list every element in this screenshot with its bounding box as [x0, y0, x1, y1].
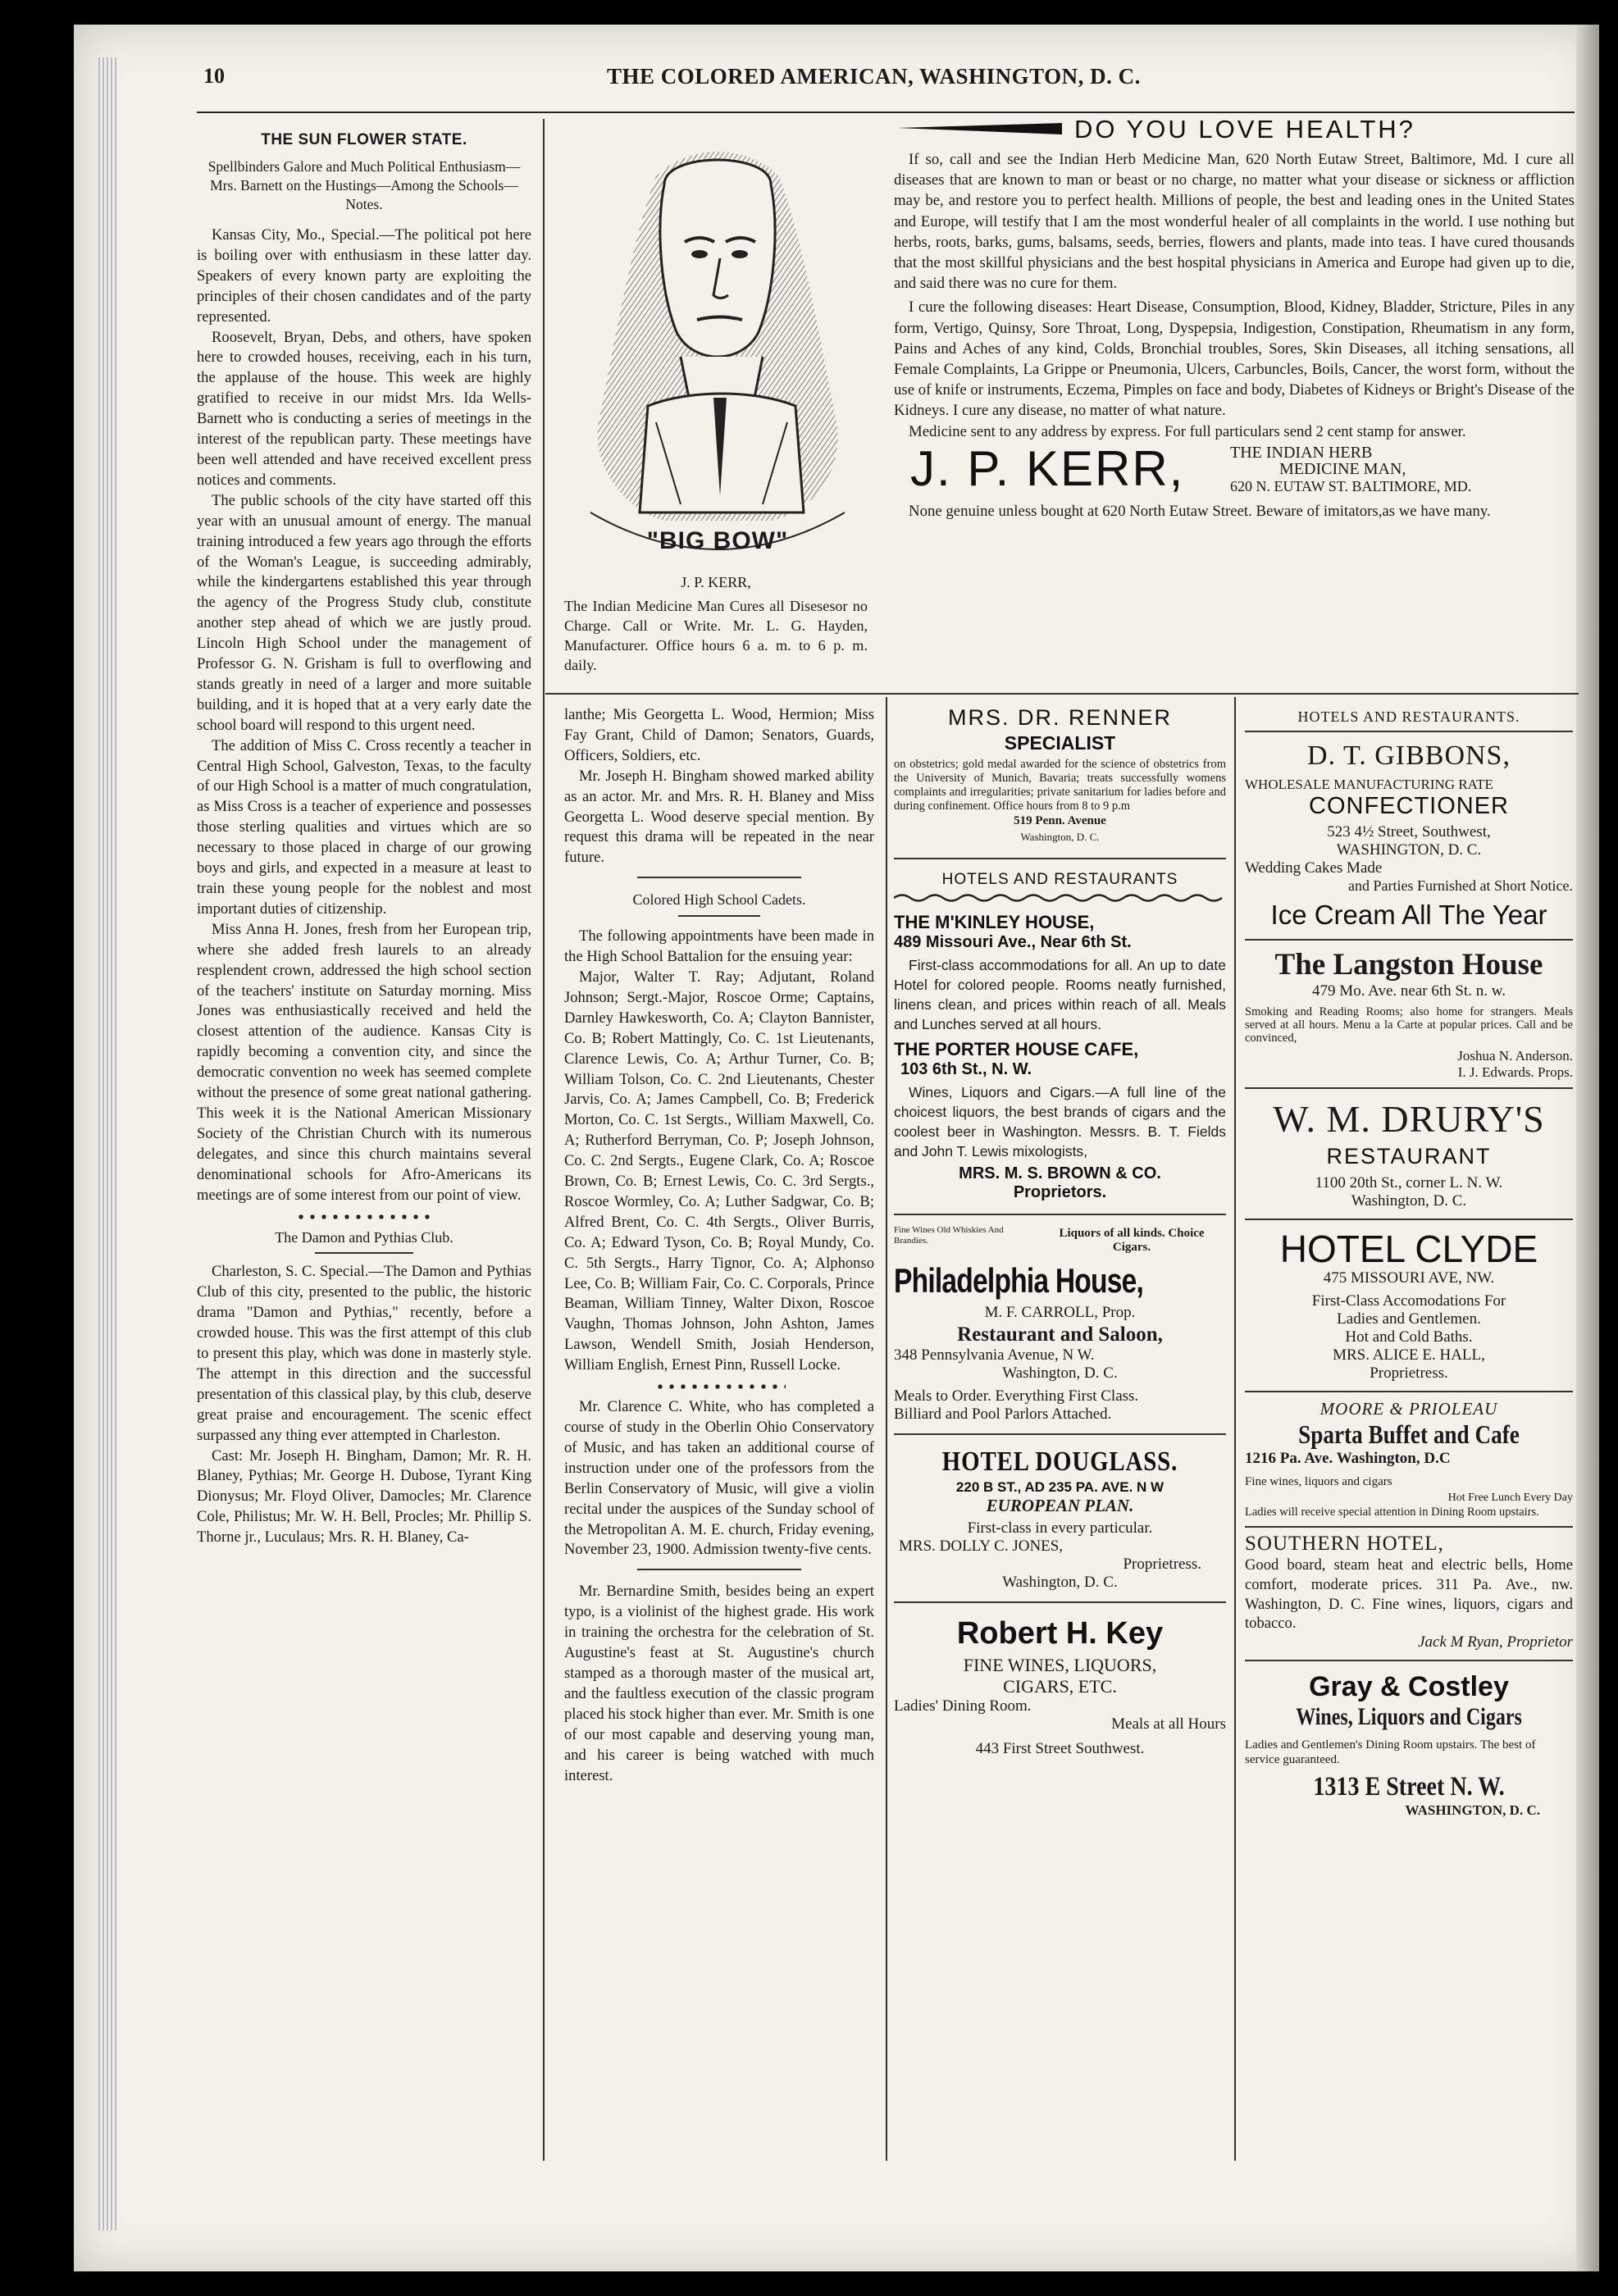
clyde-title: HOTEL CLYDE	[1279, 1228, 1538, 1270]
clyde-line-5: Proprietress.	[1370, 1364, 1448, 1382]
kerr-title-1: THE INDIAN HERB	[1230, 443, 1373, 462]
renner-title: MRS. DR. RENNER	[947, 705, 1172, 730]
porter-proprietor: MRS. M. S. BROWN & CO.	[959, 1164, 1161, 1182]
mckinley-body: First-class accommodations for all. An up to date Hotel for colored people. Rooms neatly furnished, linens clean, and prices within reach of all. Meals and Lunches served at all hours.	[894, 957, 1226, 1032]
kerr-blurb-text: The Indian Medicine Man Cures all Disesesor no Charge. Call or Write. Mr. L. G. Hayden, Manufacturer. Office hours 6 a. m. to 6 p. m. daily.	[564, 598, 868, 673]
sparta-line-3: Ladies will receive special attention in Dining Room upstairs.	[1245, 1506, 1539, 1519]
key-title: Robert H. Key	[956, 1616, 1164, 1651]
ad-band-rule	[545, 693, 1579, 695]
douglass-proprietor: MRS. DOLLY C. JONES,	[899, 1538, 1064, 1555]
paragraph: The following appointments have been made in the High School Battalion for the ensuing year:	[564, 927, 874, 966]
key-meals: Meals at all Hours	[1111, 1715, 1226, 1733]
paragraph: Miss Anna H. Jones, fresh from her European trip, where she added fresh laurels to an already resplendent crown, addressed the high school section of the teachers' institute on Saturday morning. Miss Jones was enthusiastically received and held the closest attention of the audience. Kansas City is rapidly becoming a convention city, and since the democratic convention no week has seemed complete without the presence of some great national gathering. This week it is the National American Missionary Society of the Christian Church with its numerous delegates, and since this church maintains several denominational schools for Afro-Americans its meetings are of some interest from our point of view.	[197, 920, 531, 1204]
wavy-divider-icon	[894, 892, 1226, 904]
column-3-ads	[894, 705, 1226, 1758]
page-edge-shadow	[1576, 25, 1599, 2271]
gibbons-parties: and Parties Furnished at Short Notice.	[1348, 877, 1573, 894]
kerr-name-line: J. P. KERR,	[681, 574, 751, 590]
drury-city: Washington, D. C.	[1351, 1192, 1467, 1210]
moore-title: MOORE & PRIOLEAU	[1319, 1399, 1498, 1419]
clyde-line-2: Ladies and Gentlemen.	[1337, 1310, 1481, 1328]
key-ladies: Ladies' Dining Room.	[894, 1697, 1032, 1715]
sparta-title: Sparta Buffet and Cafe	[1298, 1419, 1520, 1449]
paragraph: Mr. Clarence C. White, who has completed a course of study in the Oberlin Ohio Conservatory of Music, and has taken an additional course of instruction under one of the professors from the Berlin Conservatory of Music, will give a violin recital under the auspices of the Sunday school of the Metropolitan A. M. E. church, Friday evening, November 23, 1900. Admission twenty-five cents.	[564, 1398, 874, 1559]
kerr-warning: None genuine unless bought at 620 North Eutaw Street. Beware of imitators,as we have many.	[909, 502, 1491, 520]
paragraph: The public schools of the city have started off this year with an unusual amount of energy. The manual training introduced a few years ago through the efforts of the Woman's League, is succeeding admirably, while the kindergartens established this year through the agency of the Progress Study club, constitute another step ahead of which we are justly proud. Lincoln High School under the management of Professor G. N. Grisham is full to overflowing and stands greatly in need of a larger and more suitable building, and it is hoped that at a very early date the school board will respond to this urgent need.	[197, 491, 531, 734]
kerr-blurb	[564, 574, 868, 675]
kerr-ad-p3: Medicine sent to any address by express. For full particulars send 2 cent stamp for answer.	[909, 422, 1466, 440]
douglass-plan: EUROPEAN PLAN.	[986, 1496, 1134, 1515]
paragraph: lanthe; Mis Georgetta L. Wood, Hermion; Miss Fay Grant, Child of Damon; Senators, Guards, Officers, Soldiers, etc.	[564, 706, 874, 764]
drury-address: 1100 20th St., corner L. N. W.	[1315, 1174, 1503, 1191]
gibbons-cakes: Wedding Cakes Made	[1245, 859, 1383, 877]
column-rule-3	[1234, 697, 1236, 2161]
clyde-line-4: MRS. ALICE E. HALL,	[1333, 1346, 1485, 1364]
southern-body: Good board, steam heat and electric bells, Home comfort, moderate prices. 311 Pa. Ave., nw. Washington, D. C. Fine wines, liquors, cigars and tobacco.	[1245, 1556, 1573, 1633]
phil-city: Washington, D. C.	[1002, 1364, 1118, 1382]
langston-address: 479 Mo. Ave. near 6th St. n. w.	[1312, 982, 1506, 1000]
hotels-header: HOTELS AND RESTAURANTS	[941, 871, 1178, 888]
page-edge-stack	[98, 57, 116, 2230]
kerr-address: 620 N. EUTAW ST. BALTIMORE, MD.	[1230, 477, 1472, 494]
article-deck: Spellbinders Galore and Much Political Enthusiasm—Mrs. Barnett on the Hustings—Among the Schools—Notes.	[207, 158, 521, 212]
subhead: The Damon and Pythias Club.	[275, 1228, 453, 1246]
phil-prop: M. F. CARROLL, Prop.	[984, 1304, 1136, 1321]
clyde-line-3: Hot and Cold Baths.	[1345, 1328, 1473, 1346]
drury-sub: RESTAURANT	[1326, 1144, 1492, 1168]
gibbons-confectioner: CONFECTIONER	[1309, 793, 1509, 819]
gibbons-address: 523 4½ Street, Southwest,	[1327, 823, 1491, 840]
paragraph: Mr. Bernardine Smith, besides being an expert typo, is a violinist of the highest grade. His work in training the orchestra for the celebration of St. Augustine's feast at St. Augustine's church stamped as a thorough master of the musical art, and the faultless execution of the classic program placed his stock higher than ever. Mr. Smith is one of our most capable and deserving young man, and his career is being watched with much interest.	[564, 1583, 874, 1784]
gibbons-sub: WHOLESALE MANUFACTURING RATE	[1245, 777, 1493, 792]
portrait-caption: "BIG BOW"	[646, 527, 789, 554]
masthead: THE COLORED AMERICAN, WASHINGTON, D. C.	[607, 64, 1141, 89]
paragraph: Mr. Joseph H. Bingham showed marked ability as an actor. Mr. and Mrs. R. H. Blaney and Miss Georgetta L. Wood deserve special mention. By request this drama will be repeated in the near future.	[564, 767, 874, 867]
phil-tagline	[894, 1225, 1226, 1261]
key-address: 443 First Street Southwest.	[975, 1740, 1145, 1757]
paragraph: Cast: Mr. Joseph H. Bingham, Damon; Mr. R. H. Blaney, Pythias; Mr. George H. Dubose, Tyrant King Dionysus; Mr. Floyd Oliver, Damocles; Mr. Clarence Cole, Philistus; Mr. W. H. Bell, Procles; Mr. Phillip S. Thorne jr., Luculaus; Mrs. R. H. Blaney, Ca-	[197, 1446, 531, 1547]
section-ornament	[197, 1206, 531, 1228]
newspaper-page	[74, 25, 1599, 2271]
phil-tag-right: Liquors of all kinds. Choice Cigars.	[1059, 1227, 1205, 1254]
renner-sub: SPECIALIST	[1004, 732, 1116, 754]
column-rule-2	[886, 697, 887, 2161]
renner-city: Washington, D. C.	[1020, 831, 1100, 843]
kerr-headline: DO YOU LOVE HEALTH?	[1074, 115, 1415, 144]
sparta-line-2: Hot Free Lunch Every Day	[1447, 1492, 1573, 1504]
col4-header: HOTELS AND RESTAURANTS.	[1297, 708, 1520, 725]
porter-address: 103 6th St., N. W.	[900, 1060, 1032, 1078]
mckinley-title: THE M'KINLEY HOUSE,	[894, 912, 1095, 932]
paragraph: Roosevelt, Bryan, Debs, and others, have spoken here to crowded houses, receiving, each in his turn, the applause of the house. This week are highly gratified to receive in our midst Mrs. Ida Wells-Barnett who is conducting a series of meetings in the interest of the republican party. These meetings have been well attended and have received excellent press notices and comments.	[197, 328, 531, 489]
kerr-title-2: MEDICINE MAN,	[1279, 459, 1406, 478]
subhead: Colored High School Cadets.	[632, 891, 806, 909]
key-sub2: CIGARS, ETC.	[1003, 1676, 1117, 1697]
paragraph: Kansas City, Mo., Special.—The political pot here is boiling over with enthusiasm in these latter day. Speakers of every known party are exploiting the principles of their chosen candidates and of the party represented.	[197, 226, 531, 326]
renner-address: 519 Penn. Avenue	[1014, 814, 1106, 827]
page-number: 10	[203, 64, 225, 88]
langston-prop2: I. J. Edwards. Props.	[1457, 1064, 1573, 1080]
gray-address: 1313 E Street N. W.	[1313, 1772, 1505, 1802]
portrait-big-bow	[566, 127, 869, 586]
kerr-health-ad	[894, 113, 1575, 522]
sparta-line-1: Fine wines, liquors and cigars	[1245, 1475, 1392, 1488]
kerr-big-name: J. P. KERR,	[910, 440, 1185, 496]
sparta-address: 1216 Pa. Ave. Washington, D.C	[1245, 1450, 1451, 1467]
paragraph: The addition of Miss C. Cross recently a teacher in Central High School, Galveston, Texas, to the faculty of our High School is a matter of much congratulation, as Miss Cross is a teacher of experience and possesses those sterling qualities and virtues which are so necessary to those placed in charge of our growing boys and girls, and expected in a measure at least to train these young people for the noblest and most important duties of citizenship.	[197, 736, 531, 918]
gray-city: WASHINGTON, D. C.	[1405, 1802, 1540, 1819]
douglass-first: First-class in every particular.	[967, 1519, 1153, 1537]
douglass-title: HOTEL DOUGLASS.	[941, 1446, 1178, 1477]
southern-title: SOUTHERN HOTEL,	[1245, 1533, 1444, 1555]
column-4-ads	[1245, 708, 1573, 1819]
mckinley-address: 489 Missouri Ave., Near 6th St.	[894, 933, 1132, 951]
pen-flourish-icon	[894, 113, 1066, 146]
gibbons-ice-cream: Ice Cream All The Year	[1270, 900, 1547, 930]
section-ornament	[564, 1376, 874, 1397]
phil-title: Philadelphia House,	[894, 1261, 1144, 1300]
kerr-ad-p2: I cure the following diseases: Heart Disease, Consumption, Blood, Kidney, Bladder, Stricture, Piles in any form, Vertigo, Quinsy, Sore Throat, Long, Dyspepsia, Indigestion, Constipation, Rheumatism in any form, Pains and Aches of any kind, Colds, Bronchial troubles, Sores, Skin Diseases, all itching sensations, all Female Complaints, La Grippe or Pneumonia, Ulcers, Carbuncles, Boils, Cancer, the worst form, without the use of knife or instruments, Eczema, Pimples on face and body, Diabetes of Kidneys or Bright's Disease of the Kidneys. I cure any disease, no matter of what nature.	[894, 298, 1575, 420]
article-sun-flower	[197, 131, 531, 1548]
clyde-line-1: First-Class Accomodations For	[1311, 1292, 1506, 1310]
renner-body: on obstetrics; gold medal awarded for the science of obstetrics from the University of Munich, Bavaria; treats successfully womens complaints and irregularities; private sanitarium for ladies before and during confinement. Office hours from 8 to 9 p.m	[894, 758, 1226, 813]
gibbons-title: D. T. GIBBONS,	[1307, 740, 1511, 771]
langston-prop1: Joshua N. Anderson.	[1457, 1048, 1573, 1064]
drury-title: W. M. DRURY'S	[1273, 1098, 1545, 1140]
douglass-city: Washington, D. C.	[1002, 1574, 1118, 1591]
key-sub1: FINE WINES, LIQUORS,	[963, 1655, 1157, 1675]
article-title: THE SUN FLOWER STATE.	[261, 131, 467, 148]
column-2-articles	[564, 705, 874, 1786]
column-rule-1	[543, 119, 545, 2161]
porter-title: THE PORTER HOUSE CAFE,	[894, 1039, 1139, 1059]
kerr-ad-p1: If so, call and see the Indian Herb Medicine Man, 620 North Eutaw Street, Baltimore, Md. I cure all diseases that are known to man or beast or no charge, no matter what your disease or sickness or affliction may be, and restore you to perfect health. Millions of people, the best and leading ones in the United States and Europe, will testify that I am the most wonderful healer of all complaints in the world. I use nothing but herbs, roots, barks, gums, balsams, seeds, berries, flowers and plants, made into teas. I have cured thousands that the most skillful physicians and the best hospital physicians in America and Europe had given up to die, and said there was no cure for them.	[894, 151, 1575, 293]
southern-proprietor: Jack M Ryan, Proprietor	[1418, 1633, 1573, 1651]
porter-proprietors-label: Proprietors.	[1013, 1183, 1107, 1201]
kerr-signature	[894, 440, 1575, 499]
phil-billiard: Billiard and Pool Parlors Attached.	[894, 1405, 1112, 1423]
gibbons-city: WASHINGTON, D. C.	[1336, 841, 1482, 859]
langston-title: The Langston House	[1274, 948, 1543, 982]
paragraph: Charleston, S. C. Special.—The Damon and Pythias Club of this city, presented to the public, the historic drama "Damon and Pythias," recently, before a crowded house. This was the first attempt of this club to present this play, which was done in masterly style. The attempt in this direction and the successful presentation of this classical play, by this club, deserve great praise and encouragement. The scenic effect surpassed any thing ever attempted in Charleston.	[197, 1263, 531, 1444]
douglass-proprietress: Proprietress.	[1123, 1556, 1201, 1573]
porter-body: Wines, Liquors and Cigars.—A full line of the choicest liquors, the best brands of cigars and the coolest beer in Washington. Messrs. B. T. Fields and John T. Lewis mixologists,	[894, 1084, 1226, 1159]
clyde-address: 475 MISSOURI AVE, NW.	[1323, 1269, 1495, 1287]
gray-title: Gray & Costley	[1309, 1671, 1509, 1703]
langston-body: Smoking and Reading Rooms; also home for strangers. Meals served at all hours. Menu a la Carte at popular prices. Call and be convinced,	[1245, 1005, 1573, 1045]
gray-sub: Wines, Liquors and Cigars	[1296, 1703, 1522, 1731]
phil-meals: Meals to Order. Everything First Class.	[894, 1387, 1139, 1405]
phil-tag-left: Fine Wines Old Whiskies And Brandies.	[894, 1225, 1004, 1246]
phil-address: 348 Pennsylvania Avenue, N W.	[894, 1346, 1095, 1364]
gray-body: Ladies and Gentlemen's Dining Room upstairs. The best of service guaranteed.	[1245, 1738, 1536, 1767]
douglass-address: 220 B ST., AD 235 PA. AVE. N W	[955, 1479, 1165, 1495]
portrait-illustration	[566, 127, 869, 586]
phil-sub: Restaurant and Saloon,	[957, 1323, 1163, 1346]
paragraph: Major, Walter T. Ray; Adjutant, Roland Johnson; Sergt.-Major, Roscoe Orme; Captains, Darnley Hawkesworth, Co. A; Clayton Bannister, Co. B; Robert Mattingly, Co. C. 1st Lieutenants, Clarence Lewis, Co. A; Arthur Turner, Co. B; William Tolson, Co. C. 2nd Lieutenants, Chester Jarvis, Co. A; James Campbell, Co. B; Frederick Morton, Co. C. 1st Sergts., William Maxwell, Co. A; Rutherford Berryman, Co. P; Joseph Johnson, Co. C. 2nd Sergts., Eugene Clark, Co. A; Roscoe Brown, Co. B; Ernest Lewis, Co. C. 3rd Sergts., Roscoe Wormley, Co. A; Luther Sadgwar, Co. B; Alfred Brent, Co. C. 4th Sergts., Oliver Burris, Co. A; Edward Tyson, Co. B; Royal Mundy, Co. C. 5th Sergts., Harry Tignor, Co. A; Alphonso Lee, Co. B; William Fair, Co. C. Corporals, Prince Beaman, William Tinney, Walter Dixon, Roscoe Vaughn, Thomas Johnson, John Ashton, James Lawson, Wendell Smith, Josiah Henderson, William English, Ernest Pinn, Russell Locke.	[564, 968, 874, 1374]
